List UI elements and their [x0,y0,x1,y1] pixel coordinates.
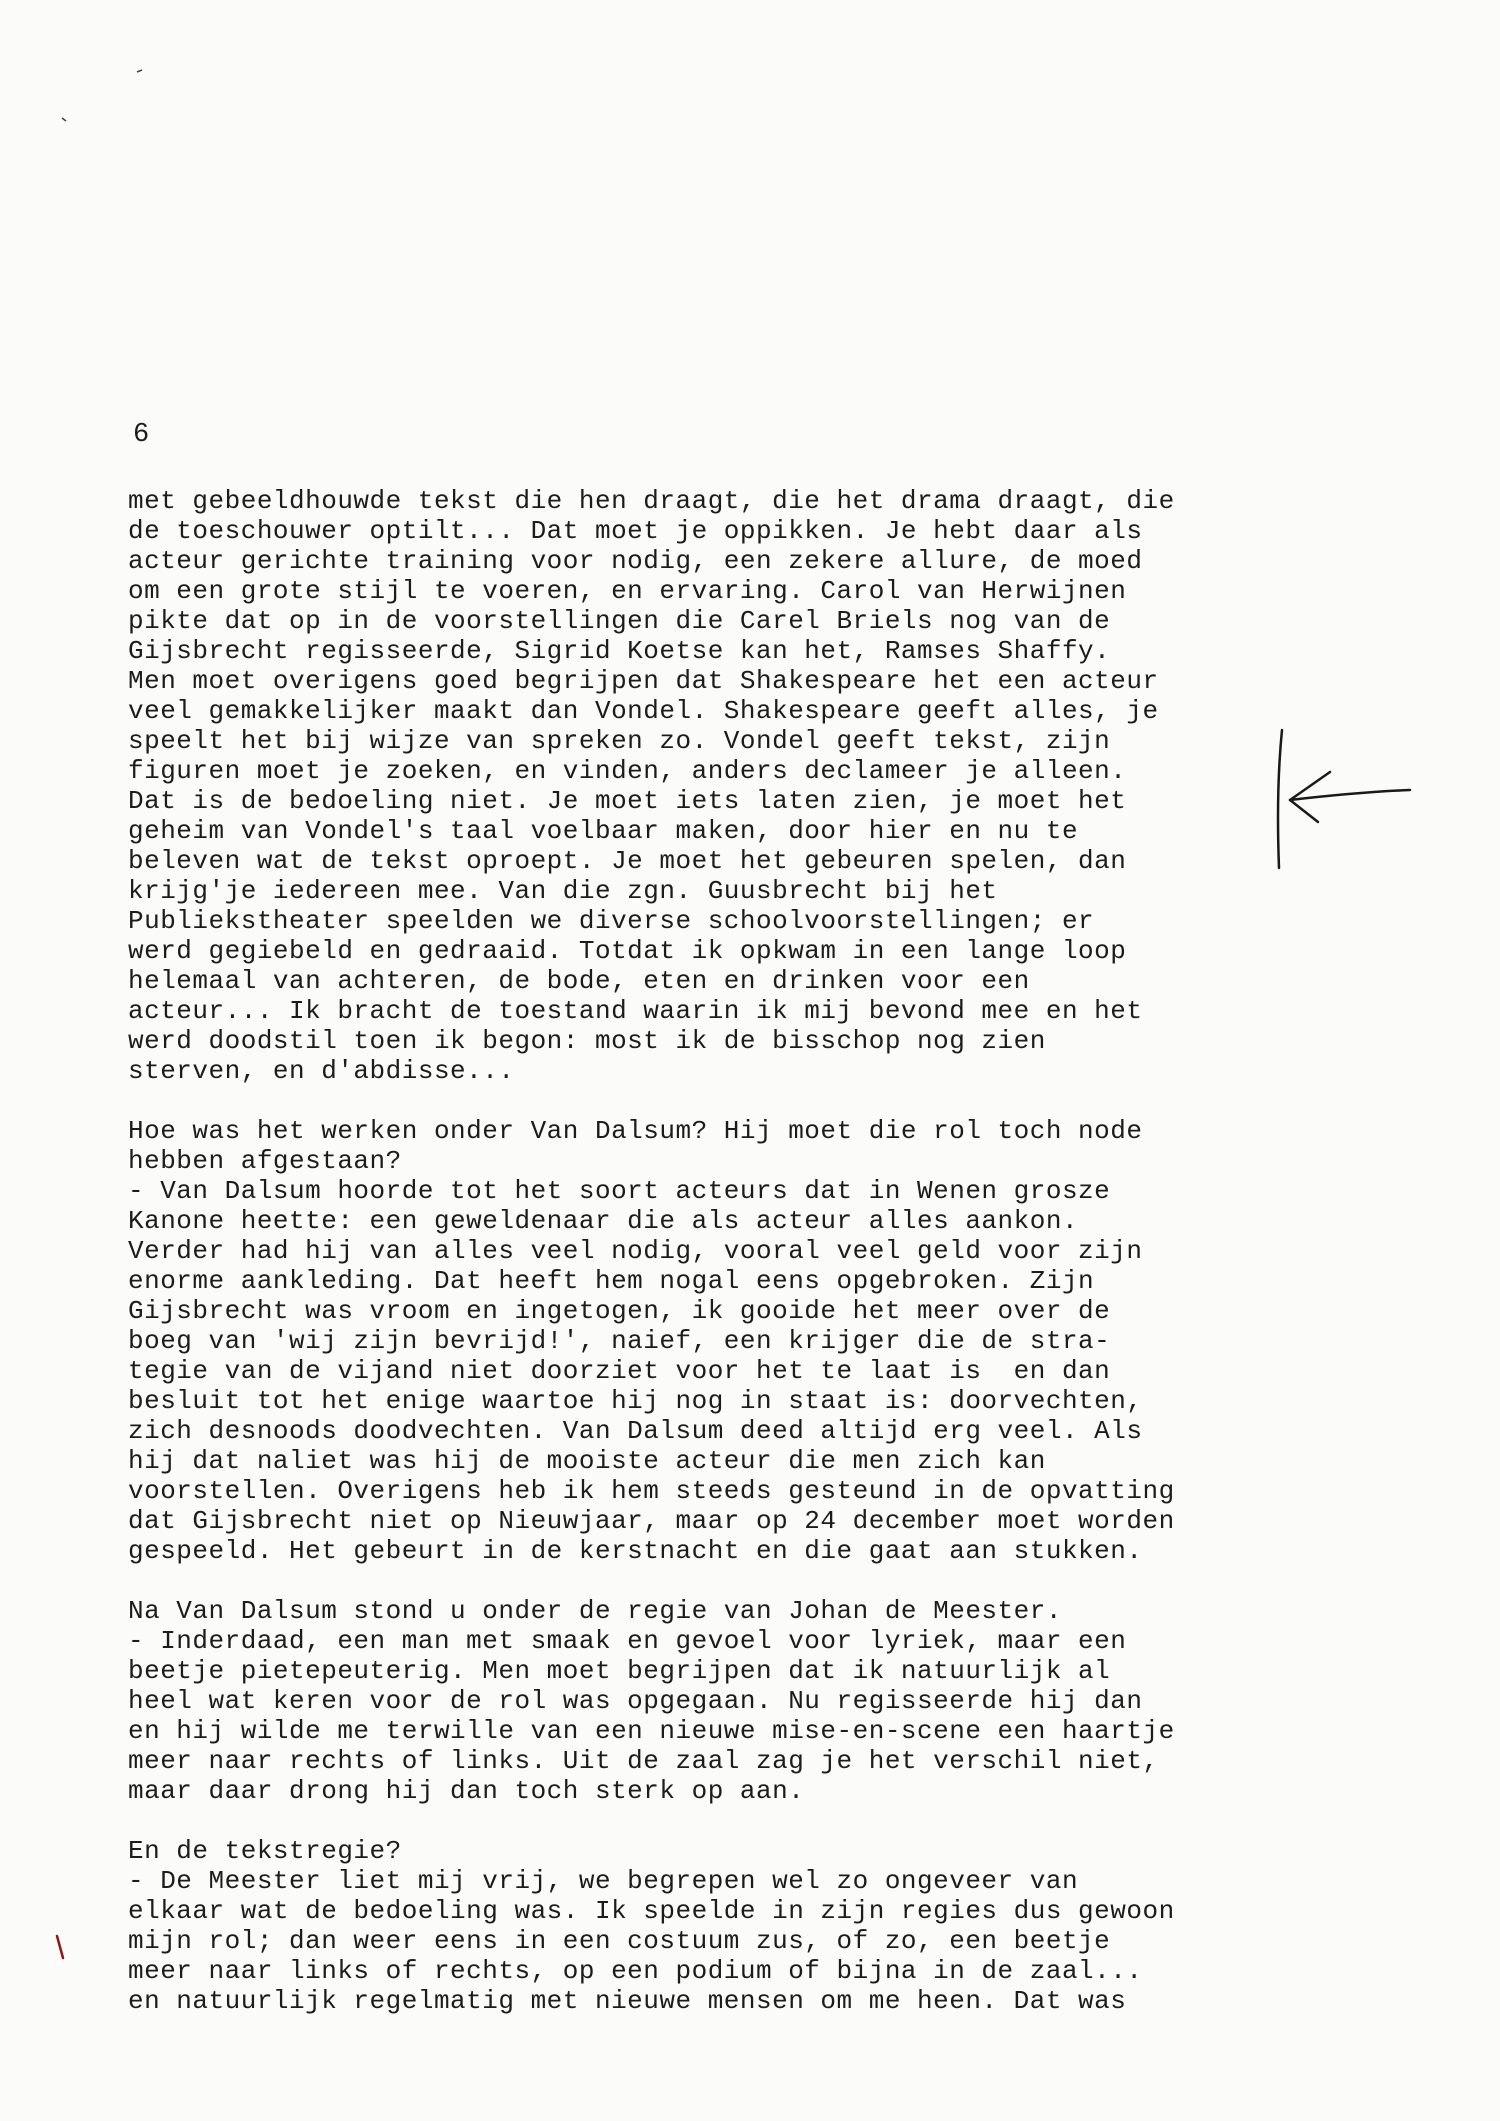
text-line: met gebeeldhouwde tekst die hen draagt, die het drama draagt, die [128,486,1175,516]
text-line: Hoe was het werken onder Van Dalsum? Hij moet die rol toch node [128,1116,1143,1146]
text-line: heel wat keren voor de rol was opgegaan. Nu regisseerde hij dan [128,1686,1143,1716]
text-line: veel gemakkelijker maakt dan Vondel. Shakespeare geeft alles, je [128,696,1159,726]
text-line: En de tekstregie? [128,1836,402,1866]
text-line: beetje pietepeuterig. Men moet begrijpen dat ik natuurlijk al [128,1656,1111,1686]
text-line: tegie van de vijand niet doorziet voor het te laat is en dan [128,1356,1111,1386]
text-line: Verder had hij van alles veel nodig, vooral veel geld voor zijn [128,1236,1143,1266]
text-line: hebben afgestaan? [128,1146,402,1176]
text-line: voorstellen. Overigens heb ik hem steeds gesteund in de opvatting [128,1476,1175,1506]
body-text [128,486,1175,2016]
paragraph [128,486,1175,1086]
text-line: sterven, en d'abdisse... [128,1056,515,1086]
text-line: helemaal van achteren, de bode, eten en drinken voor een [128,966,1030,996]
text-line: acteur... Ik bracht de toestand waarin ik mij bevond mee en het [128,996,1143,1026]
text-line: meer naar links of rechts, op een podium of bijna in de zaal... [128,1956,1143,1986]
text-line: Na Van Dalsum stond u onder de regie van Johan de Meester. [128,1596,1062,1626]
paragraph [128,1116,1175,1566]
page-number: 6 [133,420,150,450]
text-line: elkaar wat de bedoeling was. Ik speelde in zijn regies dus gewoon [128,1896,1175,1926]
text-line: Kanone heette: een geweldenaar die als acteur alles aankon. [128,1206,1079,1236]
speck-icon [62,118,66,121]
text-line: Men moet overigens goed begrijpen dat Shakespeare het een acteur [128,666,1159,696]
text-line: speelt het bij wijze van spreken zo. Vondel geeft tekst, zijn [128,726,1111,756]
text-line: - Inderdaad, een man met smaak en gevoel voor lyriek, maar een [128,1626,1127,1656]
text-line: - Van Dalsum hoorde tot het soort acteurs dat in Wenen grosze [128,1176,1111,1206]
text-line: - De Meester liet mij vrij, we begrepen wel zo ongeveer van [128,1866,1079,1896]
margin-arrow-icon [1290,790,1410,800]
text-line: enorme aankleding. Dat heeft hem nogal eens opgebroken. Zijn [128,1266,1095,1296]
text-line: meer naar rechts of links. Uit de zaal zag je het verschil niet, [128,1746,1159,1776]
text-line: acteur gerichte training voor nodig, een zekere allure, de moed [128,546,1143,576]
text-line: geheim van Vondel's taal voelbaar maken, door hier en nu te [128,816,1079,846]
text-line: Dat is de bedoeling niet. Je moet iets laten zien, je moet het [128,786,1127,816]
pen-mark-icon [57,1936,63,1958]
text-line: om een grote stijl te voeren, en ervaring. Carol van Herwijnen [128,576,1127,606]
paragraph-gap [128,1566,1175,1596]
paragraph [128,1836,1175,2016]
text-line: werd gegiebeld en gedraaid. Totdat ik opkwam in een lange loop [128,936,1127,966]
text-line: besluit tot het enige waartoe hij nog in staat is: doorvechten, [128,1386,1143,1416]
text-line: werd doodstil toen ik begon: most ik de bisschop nog zien [128,1026,1046,1056]
text-line: Gijsbrecht was vroom en ingetogen, ik gooide het meer over de [128,1296,1111,1326]
margin-mark-icon [1278,730,1282,868]
text-line: en hij wilde me terwille van een nieuwe mise-en-scene een haartje [128,1716,1175,1746]
text-line: maar daar drong hij dan toch sterk op aan. [128,1776,805,1806]
text-line: de toeschouwer optilt... Dat moet je oppikken. Je hebt daar als [128,516,1143,546]
paragraph [128,1596,1175,1806]
text-line: krijg'je iedereen mee. Van die zgn. Guusbrecht bij het [128,876,998,906]
text-line: boeg van 'wij zijn bevrijd!', naief, een krijger die de stra- [128,1326,1111,1356]
paragraph-gap [128,1806,1175,1836]
speck-icon [137,70,142,72]
text-line: hij dat naliet was hij de mooiste acteur die men zich kan [128,1446,1046,1476]
text-line: zich desnoods doodvechten. Van Dalsum deed altijd erg veel. Als [128,1416,1143,1446]
arrow-head-icon [1290,772,1330,822]
text-line: gespeeld. Het gebeurt in de kerstnacht en die gaat aan stukken. [128,1536,1143,1566]
text-line: beleven wat de tekst oproept. Je moet het gebeuren spelen, dan [128,846,1127,876]
text-line: Publiekstheater speelden we diverse schoolvoorstellingen; er [128,906,1095,936]
text-line: figuren moet je zoeken, en vinden, anders declameer je alleen. [128,756,1127,786]
text-line: dat Gijsbrecht niet op Nieuwjaar, maar op 24 december moet worden [128,1506,1175,1536]
text-line: Gijsbrecht regisseerde, Sigrid Koetse kan het, Ramses Shaffy. [128,636,1111,666]
text-line: mijn rol; dan weer eens in een costuum zus, of zo, een beetje [128,1926,1111,1956]
text-line: pikte dat op in de voorstellingen die Carel Briels nog van de [128,606,1111,636]
text-line: en natuurlijk regelmatig met nieuwe mensen om me heen. Dat was [128,1986,1127,2016]
paragraph-gap [128,1086,1175,1116]
